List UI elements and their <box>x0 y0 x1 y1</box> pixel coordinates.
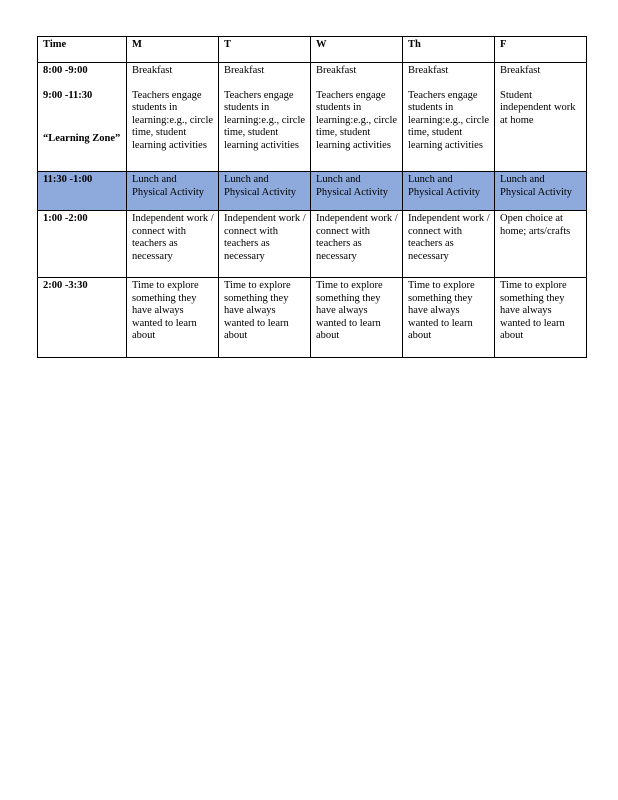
lunch-cell-f: Lunch and Physical Activity <box>495 172 587 211</box>
teachers-engage-text: Teachers engage students in learning:e.g., circle time, student learning activities <box>408 89 490 151</box>
breakfast-label: Breakfast <box>500 65 541 76</box>
morning-row <box>38 63 587 172</box>
explore-cell-w: Time to explore something they have always wanted to learn about <box>311 278 403 358</box>
independent-cell-w: Independent work / connect with teachers as necessary <box>311 211 403 278</box>
teachers-engage-text: Teachers engage students in learning:e.g., circle time, student learning activities <box>316 89 398 151</box>
explore-cell-m: Time to explore something they have always wanted to learn about <box>127 278 219 358</box>
lunch-cell-w: Lunch and Physical Activity <box>311 172 403 211</box>
header-time: Time <box>38 37 127 63</box>
time-8-9: 8:00 -9:00 <box>43 65 88 76</box>
lunch-cell-m: Lunch and Physical Activity <box>127 172 219 211</box>
morning-time-cell <box>38 63 127 172</box>
explore-cell-th: Time to explore something they have always wanted to learn about <box>403 278 495 358</box>
teachers-engage-text: Teachers engage students in learning:e.g., circle time, student learning activities <box>224 89 306 151</box>
morning-cell-w <box>311 63 403 172</box>
independent-cell-m: Independent work / connect with teachers as necessary <box>127 211 219 278</box>
morning-cell-th <box>403 63 495 172</box>
morning-cell-m <box>127 63 219 172</box>
header-row <box>38 37 587 63</box>
open-choice-cell-f: Open choice at home; arts/crafts <box>495 211 587 278</box>
explore-row <box>38 278 587 358</box>
independent-time-cell: 1:00 -2:00 <box>38 211 127 278</box>
independent-cell-th: Independent work / connect with teachers as necessary <box>403 211 495 278</box>
breakfast-label: Breakfast <box>408 65 449 76</box>
breakfast-label: Breakfast <box>224 65 265 76</box>
lunch-cell-t: Lunch and Physical Activity <box>219 172 311 211</box>
learning-zone-label: “Learning Zone” <box>43 133 121 144</box>
explore-cell-f: Time to explore something they have always wanted to learn about <box>495 278 587 358</box>
header-day-f: F <box>495 37 587 63</box>
teachers-engage-text: Teachers engage students in learning:e.g., circle time, student learning activities <box>132 89 214 151</box>
independent-row <box>38 211 587 278</box>
independent-cell-t: Independent work / connect with teachers as necessary <box>219 211 311 278</box>
breakfast-label: Breakfast <box>316 65 357 76</box>
lunch-cell-th: Lunch and Physical Activity <box>403 172 495 211</box>
header-day-th: Th <box>403 37 495 63</box>
header-day-t: T <box>219 37 311 63</box>
lunch-time-cell: 11:30 -1:00 <box>38 172 127 211</box>
header-day-m: M <box>127 37 219 63</box>
time-9-1130: 9:00 -11:30 <box>43 89 93 101</box>
explore-cell-t: Time to explore something they have always wanted to learn about <box>219 278 311 358</box>
lunch-row <box>38 172 587 211</box>
morning-cell-f <box>495 63 587 172</box>
explore-time-cell: 2:00 -3:30 <box>38 278 127 358</box>
schedule-table <box>37 36 587 358</box>
morning-cell-t <box>219 63 311 172</box>
header-day-w: W <box>311 37 403 63</box>
breakfast-label: Breakfast <box>132 65 173 76</box>
student-independent-text: Student independent work at home <box>500 89 576 126</box>
